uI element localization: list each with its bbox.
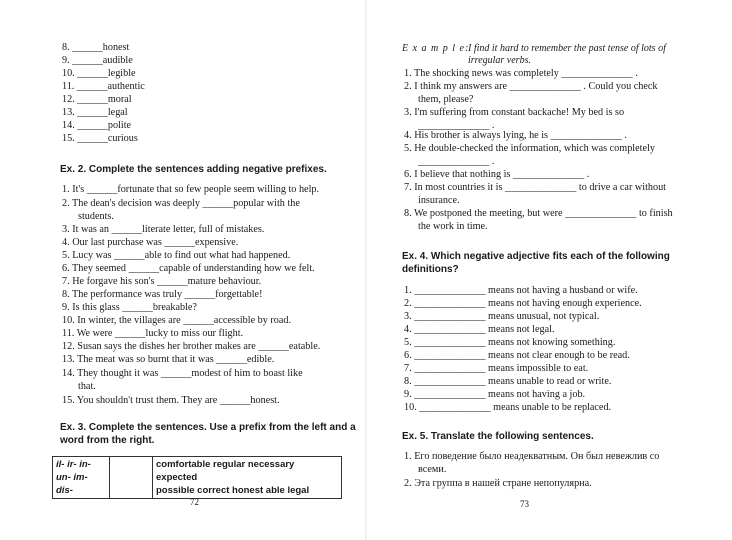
exercise-item-continued: ______________ . xyxy=(418,156,495,167)
exercise-item-continued: students. xyxy=(78,211,114,222)
prefix-list: un- im- dis- xyxy=(56,472,88,496)
exercise-item: 10. In winter, the villages are ______accessible by road. xyxy=(62,315,292,326)
exercise-item-continued: the work in time. xyxy=(418,221,488,232)
empty-cell xyxy=(110,457,153,499)
exercise-item-continued: them, please? xyxy=(418,94,474,105)
ex2-heading: Ex. 2. Complete the sentences adding negative prefixes. xyxy=(60,164,327,175)
list-item: 11. ______authentic xyxy=(62,81,145,92)
page-number: 72 xyxy=(190,497,199,507)
exercise-item: 7. In most countries it is ______________ to drive a car without xyxy=(404,182,667,193)
exercise-item: 5. Lucy was ______able to find out what had happened. xyxy=(62,250,291,261)
prefix-cell xyxy=(53,457,110,499)
ex3-heading-line2: word from the right. xyxy=(60,435,155,446)
definition-item: 6. ______________ means not clear enough to be read. xyxy=(404,350,630,361)
definition-item: 10. ______________ means unable to be replaced. xyxy=(404,402,612,413)
exercise-item-continued: ______________ . xyxy=(418,120,495,131)
exercise-item: 12. Susan says the dishes her brother makes are ______eatable. xyxy=(62,341,321,352)
exercise-item: 8. The performance was truly ______forgettable! xyxy=(62,289,263,300)
exercise-item: 13. The meat was so burnt that it was ______edible. xyxy=(62,354,275,365)
definition-item: 5. ______________ means not knowing something. xyxy=(404,337,616,348)
example-text: I find it hard to remember the past tense of lots of xyxy=(468,43,666,54)
exercise-item: 9. Is this glass ______breakable? xyxy=(62,302,197,313)
exercise-item: 14. They thought it was ______modest of him to boast like xyxy=(62,368,303,379)
page-number: 73 xyxy=(520,499,529,509)
exercise-item: 7. He forgave his son's ______mature behaviour. xyxy=(62,276,262,287)
exercise-item-continued: that. xyxy=(78,381,96,392)
list-item: 9. ______audible xyxy=(62,55,133,66)
exercise-item: 6. They seemed ______capable of understanding how we felt. xyxy=(62,263,315,274)
prefix-word-table xyxy=(52,456,342,499)
definition-item: 8. ______________ means unable to read or write. xyxy=(404,376,612,387)
exercise-item: 4. His brother is always lying, he is ______________ . xyxy=(404,130,627,141)
word-list: comfortable regular necessary expected xyxy=(156,459,295,483)
translation-item-continued: всеми. xyxy=(418,464,447,475)
list-item: 12. ______moral xyxy=(62,94,132,105)
word-list: possible correct honest able legal xyxy=(156,485,310,496)
example-label: E x a m p l e: xyxy=(402,43,470,54)
exercise-item: 3. It was an ______literate letter, full of mistakes. xyxy=(62,224,265,235)
exercise-item: 6. I believe that nothing is ______________ . xyxy=(404,169,590,180)
example-text-line2: irregular verbs. xyxy=(468,55,531,66)
definition-item: 9. ______________ means not having a job. xyxy=(404,389,586,400)
exercise-item: 2. The dean's decision was deeply ______popular with the xyxy=(62,198,300,209)
definition-item: 1. ______________ means not having a husband or wife. xyxy=(404,285,638,296)
prefix-list: il- ir- in- xyxy=(56,459,91,470)
exercise-item: 4. Our last purchase was ______expensive. xyxy=(62,237,239,248)
exercise-item: 2. I think my answers are ______________ . Could you check xyxy=(404,81,658,92)
word-cell xyxy=(153,457,342,499)
ex3-heading: Ex. 3. Complete the sentences. Use a prefix from the left and a xyxy=(60,422,356,433)
exercise-item: 3. I'm suffering from constant backache! My bed is so xyxy=(404,107,625,118)
list-item: 10. ______legible xyxy=(62,68,136,79)
exercise-item: 5. He double-checked the information, which was completely xyxy=(404,143,655,154)
definition-item: 3. ______________ means unusual, not typical. xyxy=(404,311,600,322)
list-item: 13. ______legal xyxy=(62,107,128,118)
exercise-item: 11. We were ______lucky to miss our flight. xyxy=(62,328,244,339)
exercise-item: 8. We postponed the meeting, but were ______________ to finish xyxy=(404,208,673,219)
ex4-heading: Ex. 4. Which negative adjective fits each of the following xyxy=(402,251,670,262)
translation-item: 2. Эта группа в нашей стране непопулярна. xyxy=(404,478,592,489)
ex5-heading: Ex. 5. Translate the following sentences. xyxy=(402,431,594,442)
exercise-item-continued: insurance. xyxy=(418,195,460,206)
definition-item: 7. ______________ means impossible to eat. xyxy=(404,363,589,374)
ex4-heading-line2: definitions? xyxy=(402,264,459,275)
list-item: 8. ______honest xyxy=(62,42,130,53)
exercise-item: 1. The shocking news was completely ______________ . xyxy=(404,68,638,79)
list-item: 14. ______polite xyxy=(62,120,132,131)
right-page xyxy=(366,0,732,540)
list-item: 15. ______curious xyxy=(62,133,138,144)
definition-item: 4. ______________ means not legal. xyxy=(404,324,555,335)
exercise-item: 1. It's ______fortunate that so few people seem willing to help. xyxy=(62,184,320,195)
translation-item: 1. Его поведение было неадекватным. Он был невежлив со xyxy=(404,451,660,462)
exercise-item: 15. You shouldn't trust them. They are ______honest. xyxy=(62,395,280,406)
definition-item: 2. ______________ means not having enough experience. xyxy=(404,298,642,309)
